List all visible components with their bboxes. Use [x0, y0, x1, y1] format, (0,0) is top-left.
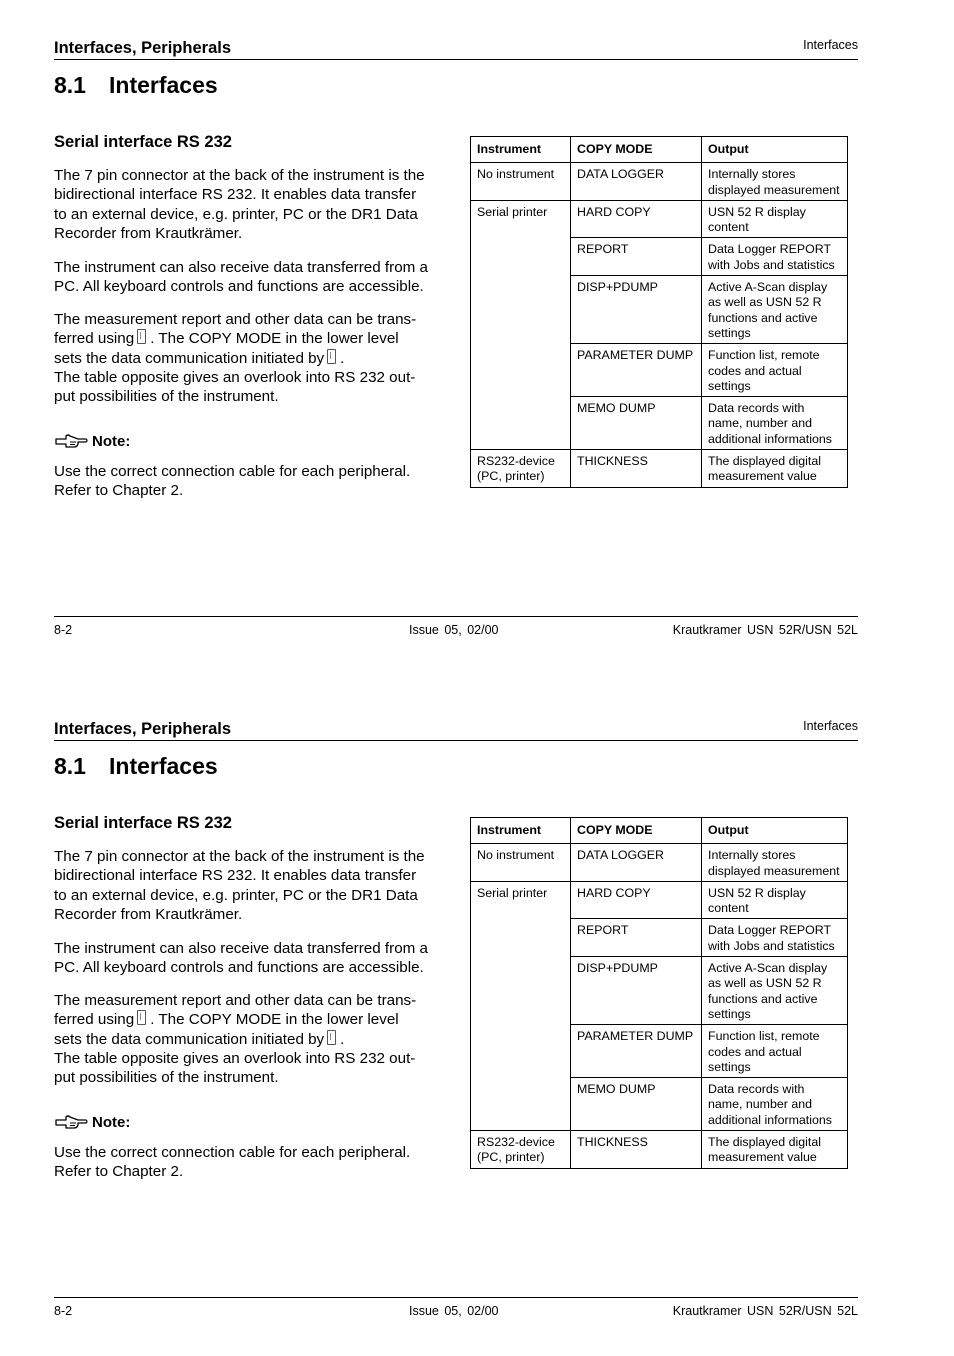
copy-mode-cell: PARAMETER DUMP: [571, 344, 702, 397]
text-span: . The COPY MODE in the lower level: [150, 330, 399, 348]
instrument-cell: [471, 238, 571, 276]
table-cell-line: functions and active: [708, 310, 818, 325]
pointing-hand-icon: [54, 432, 88, 450]
table-cell-line: RS232-device: [477, 1135, 555, 1150]
instrument-cell: [471, 276, 571, 344]
table-cell-line: measurement value: [708, 1150, 817, 1165]
copy-mode-cell: PARAMETER DUMP: [571, 1025, 702, 1078]
issue-date: Issue 05, 02/00: [409, 1304, 499, 1318]
table-cell-line: Active A-Scan display: [708, 961, 828, 976]
output-cell: [702, 844, 848, 882]
text-line: The measurement report and other data can be trans-: [54, 992, 417, 1009]
table-row: [471, 1131, 848, 1169]
table-row: [471, 163, 848, 201]
table-cell-line: The displayed digital: [708, 1135, 821, 1150]
text-line: Use the correct connection cable for each peripheral.: [54, 1144, 411, 1161]
pointing-hand-icon: [54, 1113, 88, 1131]
table-cell-line: Serial printer: [477, 204, 548, 219]
table-row: [471, 344, 848, 397]
table-cell-line: Data Logger REPORT: [708, 923, 832, 938]
table-row: [471, 450, 848, 488]
table-cell-line: codes and actual: [708, 1044, 802, 1059]
text-span: .: [340, 349, 345, 367]
output-cell: [702, 397, 848, 450]
table-cell-line: Data records with: [708, 1082, 805, 1097]
text-line: [54, 1030, 449, 1049]
rs232-output-table: [470, 136, 848, 488]
paragraph: [54, 991, 449, 1087]
text-line: to an external device, e.g. printer, PC or the DR1 Data: [54, 886, 418, 904]
copy-mode-cell: DISP+PDUMP: [571, 276, 702, 344]
text-line: The instrument can also receive data transferred from a: [54, 259, 428, 276]
running-header-title: Interfaces, Peripherals: [54, 39, 232, 57]
header-rule: [54, 59, 858, 60]
section-number: 8.1: [54, 72, 86, 98]
note-text: [54, 1143, 449, 1182]
section-heading: [54, 72, 218, 99]
issue-date: Issue 05, 02/00: [409, 623, 499, 637]
table-cell-line: with Jobs and statistics: [708, 938, 835, 953]
table-cell-line: name, number and: [708, 416, 813, 431]
paragraph: [54, 939, 449, 978]
table-row: [471, 200, 848, 238]
copy-mode-cell: HARD COPY: [571, 200, 702, 238]
text-line: The 7 pin connector at the back of the instrument is the: [54, 848, 425, 865]
text-line: The table opposite gives an overlook into RS 232 out-: [54, 368, 416, 386]
table-cell-line: No instrument: [477, 848, 555, 863]
text-span: sets the data communication initiated by: [54, 349, 325, 367]
copy-key-icon: [137, 329, 146, 344]
text-line: Use the correct connection cable for each peripheral.: [54, 463, 411, 480]
table-row: [471, 844, 848, 882]
copy-key-icon: [327, 349, 336, 364]
instrument-cell: [471, 919, 571, 957]
table-cell-line: (PC, printer): [477, 469, 545, 484]
table-cell-line: Data records with: [708, 401, 805, 416]
text-line: The instrument can also receive data transferred from a: [54, 940, 428, 957]
page-number: 8-2: [54, 623, 73, 637]
text-span: ferred using: [54, 330, 135, 348]
footer-rule: [54, 1297, 858, 1298]
table-cell-line: No instrument: [477, 167, 555, 182]
running-header-title: Interfaces, Peripherals: [54, 720, 232, 738]
table-cell-line: functions and active: [708, 991, 818, 1006]
text-span: .: [340, 1030, 345, 1048]
table-cell-line: as well as USN 52 R: [708, 295, 822, 310]
instrument-cell: [471, 957, 571, 1025]
output-cell: [702, 881, 848, 919]
instrument-cell: [471, 397, 571, 450]
table-cell-line: with Jobs and statistics: [708, 257, 835, 272]
output-cell: [702, 919, 848, 957]
subsection-heading: Serial interface RS 232: [54, 814, 232, 832]
text-span: sets the data communication initiated by: [54, 1030, 325, 1048]
table-cell-line: USN 52 R display: [708, 204, 806, 219]
note-text: [54, 462, 449, 501]
table-cell-line: (PC, printer): [477, 1150, 545, 1165]
text-line: The measurement report and other data can be trans-: [54, 311, 417, 328]
table-row: [471, 957, 848, 1025]
table-cell-line: Internally stores: [708, 848, 796, 863]
table-cell-line: additional informations: [708, 1112, 832, 1127]
table-cell-line: USN 52 R display: [708, 885, 806, 900]
paragraph: [54, 847, 449, 924]
output-cell: [702, 163, 848, 201]
output-cell: [702, 200, 848, 238]
output-cell: [702, 450, 848, 488]
table-cell-line: settings: [708, 378, 751, 393]
table-cell-line: settings: [708, 1059, 751, 1074]
table-cell-line: additional informations: [708, 431, 832, 446]
document-page: [0, 681, 954, 1356]
column-header: Instrument: [471, 818, 571, 844]
table-cell-line: RS232-device: [477, 454, 555, 469]
subsection-heading: Serial interface RS 232: [54, 133, 232, 151]
text-line: The 7 pin connector at the back of the instrument is the: [54, 167, 425, 184]
text-line: [54, 329, 449, 348]
column-header: COPY MODE: [571, 137, 702, 163]
section-heading: [54, 753, 218, 780]
instrument-cell: [471, 1025, 571, 1078]
text-span: . The COPY MODE in the lower level: [150, 1011, 399, 1029]
table-cell-line: codes and actual: [708, 363, 802, 378]
section-title: Interfaces: [109, 72, 218, 98]
table-cell-line: Function list, remote: [708, 1029, 820, 1044]
copy-mode-cell: REPORT: [571, 238, 702, 276]
instrument-cell: [471, 1131, 571, 1169]
table-header-row: [471, 818, 848, 844]
paragraph: [54, 310, 449, 406]
copy-mode-cell: THICKNESS: [571, 450, 702, 488]
header-rule: [54, 740, 858, 741]
page-number: 8-2: [54, 1304, 73, 1318]
text-span: ferred using: [54, 1011, 135, 1029]
copy-mode-cell: MEMO DUMP: [571, 1078, 702, 1131]
text-line: put possibilities of the instrument.: [54, 1069, 279, 1087]
text-line: to an external device, e.g. printer, PC or the DR1 Data: [54, 205, 418, 223]
column-header: Instrument: [471, 137, 571, 163]
table-row: [471, 397, 848, 450]
note-label: Note:: [92, 1113, 131, 1131]
section-title: Interfaces: [109, 753, 218, 779]
note-heading: [54, 1113, 130, 1131]
instrument-cell: [471, 844, 571, 882]
table-row: [471, 238, 848, 276]
text-line: bidirectional interface RS 232. It enables data transfer: [54, 186, 417, 204]
text-line: bidirectional interface RS 232. It enables data transfer: [54, 867, 417, 885]
table-cell-line: displayed measurement: [708, 863, 840, 878]
table-row: [471, 1025, 848, 1078]
table-row: [471, 919, 848, 957]
paragraph: [54, 166, 449, 243]
text-line: Refer to Chapter 2.: [54, 482, 184, 500]
table-cell-line: content: [708, 901, 749, 916]
instrument-cell: [471, 163, 571, 201]
table-row: [471, 881, 848, 919]
table-cell-line: measurement value: [708, 469, 817, 484]
output-cell: [702, 1131, 848, 1169]
copy-mode-cell: MEMO DUMP: [571, 397, 702, 450]
text-line: [54, 349, 449, 368]
note-heading: [54, 432, 130, 450]
copy-mode-cell: DATA LOGGER: [571, 844, 702, 882]
output-cell: [702, 238, 848, 276]
copy-key-icon: [137, 1010, 146, 1025]
instrument-cell: [471, 200, 571, 238]
table-cell-line: Data Logger REPORT: [708, 242, 832, 257]
instrument-cell: [471, 881, 571, 919]
rs232-output-table: [470, 817, 848, 1169]
table-cell-line: Serial printer: [477, 885, 548, 900]
table-cell-line: Active A-Scan display: [708, 280, 828, 295]
table-cell-line: as well as USN 52 R: [708, 976, 822, 991]
column-header: Output: [702, 137, 848, 163]
output-cell: [702, 276, 848, 344]
table-cell-line: The displayed digital: [708, 454, 821, 469]
paragraph: [54, 258, 449, 297]
copy-mode-cell: REPORT: [571, 919, 702, 957]
product-name: Krautkramer USN 52R/USN 52L: [672, 623, 858, 637]
table-row: [471, 1078, 848, 1131]
instrument-cell: [471, 450, 571, 488]
text-line: Refer to Chapter 2.: [54, 1163, 184, 1181]
output-cell: [702, 957, 848, 1025]
text-line: PC. All keyboard controls and functions are accessible.: [54, 959, 424, 977]
instrument-cell: [471, 344, 571, 397]
copy-mode-cell: HARD COPY: [571, 881, 702, 919]
text-line: The table opposite gives an overlook into RS 232 out-: [54, 1049, 416, 1067]
table-cell-line: Function list, remote: [708, 348, 820, 363]
table-cell-line: name, number and: [708, 1097, 813, 1112]
table-row: [471, 276, 848, 344]
column-header: Output: [702, 818, 848, 844]
table-cell-line: content: [708, 220, 749, 235]
text-line: Recorder from Krautkrämer.: [54, 224, 243, 242]
text-line: PC. All keyboard controls and functions are accessible.: [54, 278, 424, 296]
document-page: [0, 0, 954, 675]
table-cell-line: settings: [708, 1006, 751, 1021]
text-line: [54, 1010, 449, 1029]
table-header-row: [471, 137, 848, 163]
text-line: Recorder from Krautkrämer.: [54, 905, 243, 923]
output-cell: [702, 1078, 848, 1131]
output-cell: [702, 1025, 848, 1078]
table-cell-line: settings: [708, 325, 751, 340]
note-label: Note:: [92, 432, 131, 450]
table-cell-line: Internally stores: [708, 167, 796, 182]
column-header: COPY MODE: [571, 818, 702, 844]
copy-mode-cell: THICKNESS: [571, 1131, 702, 1169]
section-number: 8.1: [54, 753, 86, 779]
copy-mode-cell: DISP+PDUMP: [571, 957, 702, 1025]
product-name: Krautkramer USN 52R/USN 52L: [672, 1304, 858, 1318]
running-header-section: Interfaces: [803, 38, 858, 52]
instrument-cell: [471, 1078, 571, 1131]
copy-mode-cell: DATA LOGGER: [571, 163, 702, 201]
output-cell: [702, 344, 848, 397]
copy-key-icon: [327, 1030, 336, 1045]
text-line: put possibilities of the instrument.: [54, 388, 279, 406]
footer-rule: [54, 616, 858, 617]
running-header-section: Interfaces: [803, 719, 858, 733]
table-cell-line: displayed measurement: [708, 182, 840, 197]
